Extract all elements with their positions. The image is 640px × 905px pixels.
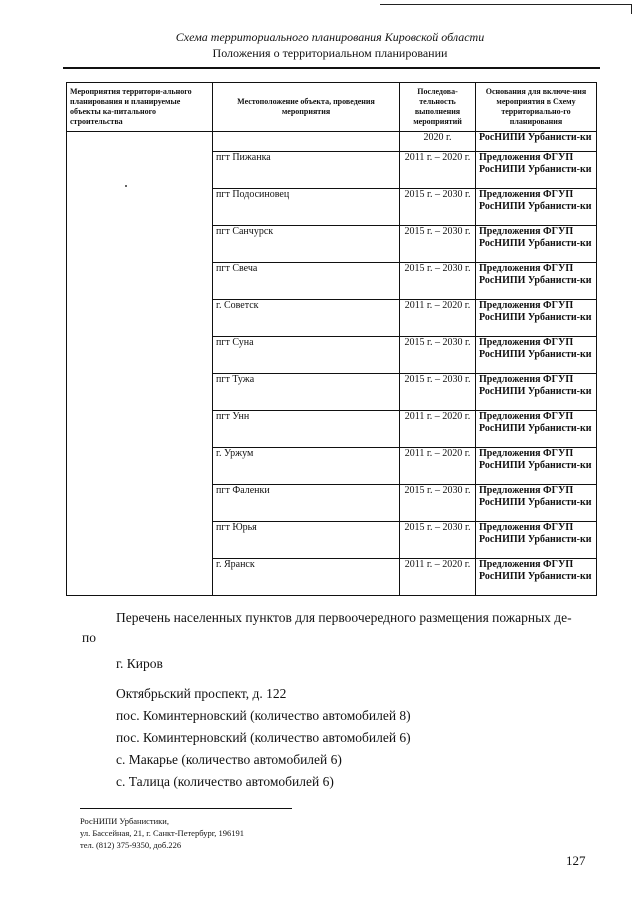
basis-cell: Предложения ФГУП РосНИПИ Урбанисти-ки: [476, 411, 597, 448]
basis-cell: Предложения ФГУП РосНИПИ Урбанисти-ки: [476, 337, 597, 374]
location-cell: пгт Пижанка: [213, 152, 400, 189]
list-item: г. Киров: [116, 656, 163, 671]
location-cell: пгт Тужа: [213, 374, 400, 411]
basis-cell: Предложения ФГУП РосНИПИ Урбанисти-ки: [476, 522, 597, 559]
basis-cell: Предложения ФГУП РосНИПИ Урбанисти-ки: [476, 263, 597, 300]
measures-table: [66, 82, 597, 596]
column-header-measures: Мероприятия территори-ального планирования и планируемые объекты ка-питального строительства: [67, 83, 213, 132]
top-rule: [380, 4, 632, 5]
period-cell: 2015 г. – 2030 г.: [400, 263, 476, 300]
location-cell: г. Советск: [213, 300, 400, 337]
location-cell: пгт Суна: [213, 337, 400, 374]
table-header-row: [67, 83, 597, 132]
basis-cell: Предложения ФГУП РосНИПИ Урбанисти-ки: [476, 226, 597, 263]
basis-cell: РосНИПИ Урбанисти-ки: [476, 132, 597, 152]
top-corner-rule: [631, 4, 632, 14]
basis-cell: Предложения ФГУП РосНИПИ Урбанисти-ки: [476, 152, 597, 189]
basis-cell: Предложения ФГУП РосНИПИ Урбанисти-ки: [476, 485, 597, 522]
list-item: пос. Коминтерновский (количество автомобилей 6): [116, 730, 411, 745]
footer-org: РосНИПИ Урбанистики,: [80, 816, 169, 826]
list-item: с. Макарье (количество автомобилей 6): [116, 752, 342, 767]
header-rule: [63, 67, 600, 69]
page-header-title: Схема территориального планирования Кировской области: [175, 30, 485, 44]
location-cell: пгт Санчурск: [213, 226, 400, 263]
period-cell: 2011 г. – 2020 г.: [400, 152, 476, 189]
column-header-basis: Основания для включе-ния мероприятия в Схему территориально-го планирования: [476, 83, 597, 132]
footer-rule: [80, 808, 292, 809]
period-cell: 2015 г. – 2030 г.: [400, 374, 476, 411]
basis-cell: Предложения ФГУП РосНИПИ Урбанисти-ки: [476, 448, 597, 485]
period-cell: 2015 г. – 2030 г.: [400, 337, 476, 374]
period-cell: 2011 г. – 2020 г.: [400, 559, 476, 596]
period-cell: 2015 г. – 2030 г.: [400, 226, 476, 263]
list-item: пос. Коминтерновский (количество автомобилей 8): [116, 708, 411, 723]
location-cell: пгт Свеча: [213, 263, 400, 300]
basis-cell: Предложения ФГУП РосНИПИ Урбанисти-ки: [476, 300, 597, 337]
period-cell: 2020 г.: [400, 132, 476, 152]
period-cell: 2015 г. – 2030 г.: [400, 485, 476, 522]
footer-address: ул. Бассейная, 21, г. Санкт-Петербург, 196191: [80, 828, 244, 838]
period-cell: 2011 г. – 2020 г.: [400, 448, 476, 485]
location-cell: пгт Юрья: [213, 522, 400, 559]
basis-cell: Предложения ФГУП РосНИПИ Урбанисти-ки: [476, 189, 597, 226]
location-cell: г. Яранск: [213, 559, 400, 596]
location-cell: пгт Фаленки: [213, 485, 400, 522]
basis-cell: Предложения ФГУП РосНИПИ Урбанисти-ки: [476, 559, 597, 596]
basis-cell: Предложения ФГУП РосНИПИ Урбанисти-ки: [476, 374, 597, 411]
paragraph-line: Перечень населенных пунктов для первоочередного размещения пожарных де-: [116, 610, 572, 625]
location-cell: г. Уржум: [213, 448, 400, 485]
paragraph-line-continuation: по: [82, 630, 96, 645]
location-cell: пгт Унн: [213, 411, 400, 448]
location-cell: пгт Подосиновец: [213, 189, 400, 226]
period-cell: 2015 г. – 2030 г.: [400, 522, 476, 559]
location-cell: [213, 132, 400, 152]
period-cell: 2011 г. – 2020 г.: [400, 300, 476, 337]
period-cell: 2011 г. – 2020 г.: [400, 411, 476, 448]
footer-phone: тел. (812) 375-9350, доб.226: [80, 840, 182, 850]
column-header-location: Местоположение объекта, проведения мероприятия: [213, 83, 400, 132]
scan-speck: [125, 185, 127, 187]
list-item: Октябрьский проспект, д. 122: [116, 686, 287, 701]
column-header-sequence: Последова-тельность выполнения мероприятий: [400, 83, 476, 132]
period-cell: 2015 г. – 2030 г.: [400, 189, 476, 226]
measure-cell: [67, 132, 213, 596]
page-header-subtitle: Положения о территориальном планировании: [212, 46, 448, 60]
table-row: [67, 132, 597, 152]
page-number: 127: [566, 853, 586, 868]
list-item: с. Талица (количество автомобилей 6): [116, 774, 334, 789]
